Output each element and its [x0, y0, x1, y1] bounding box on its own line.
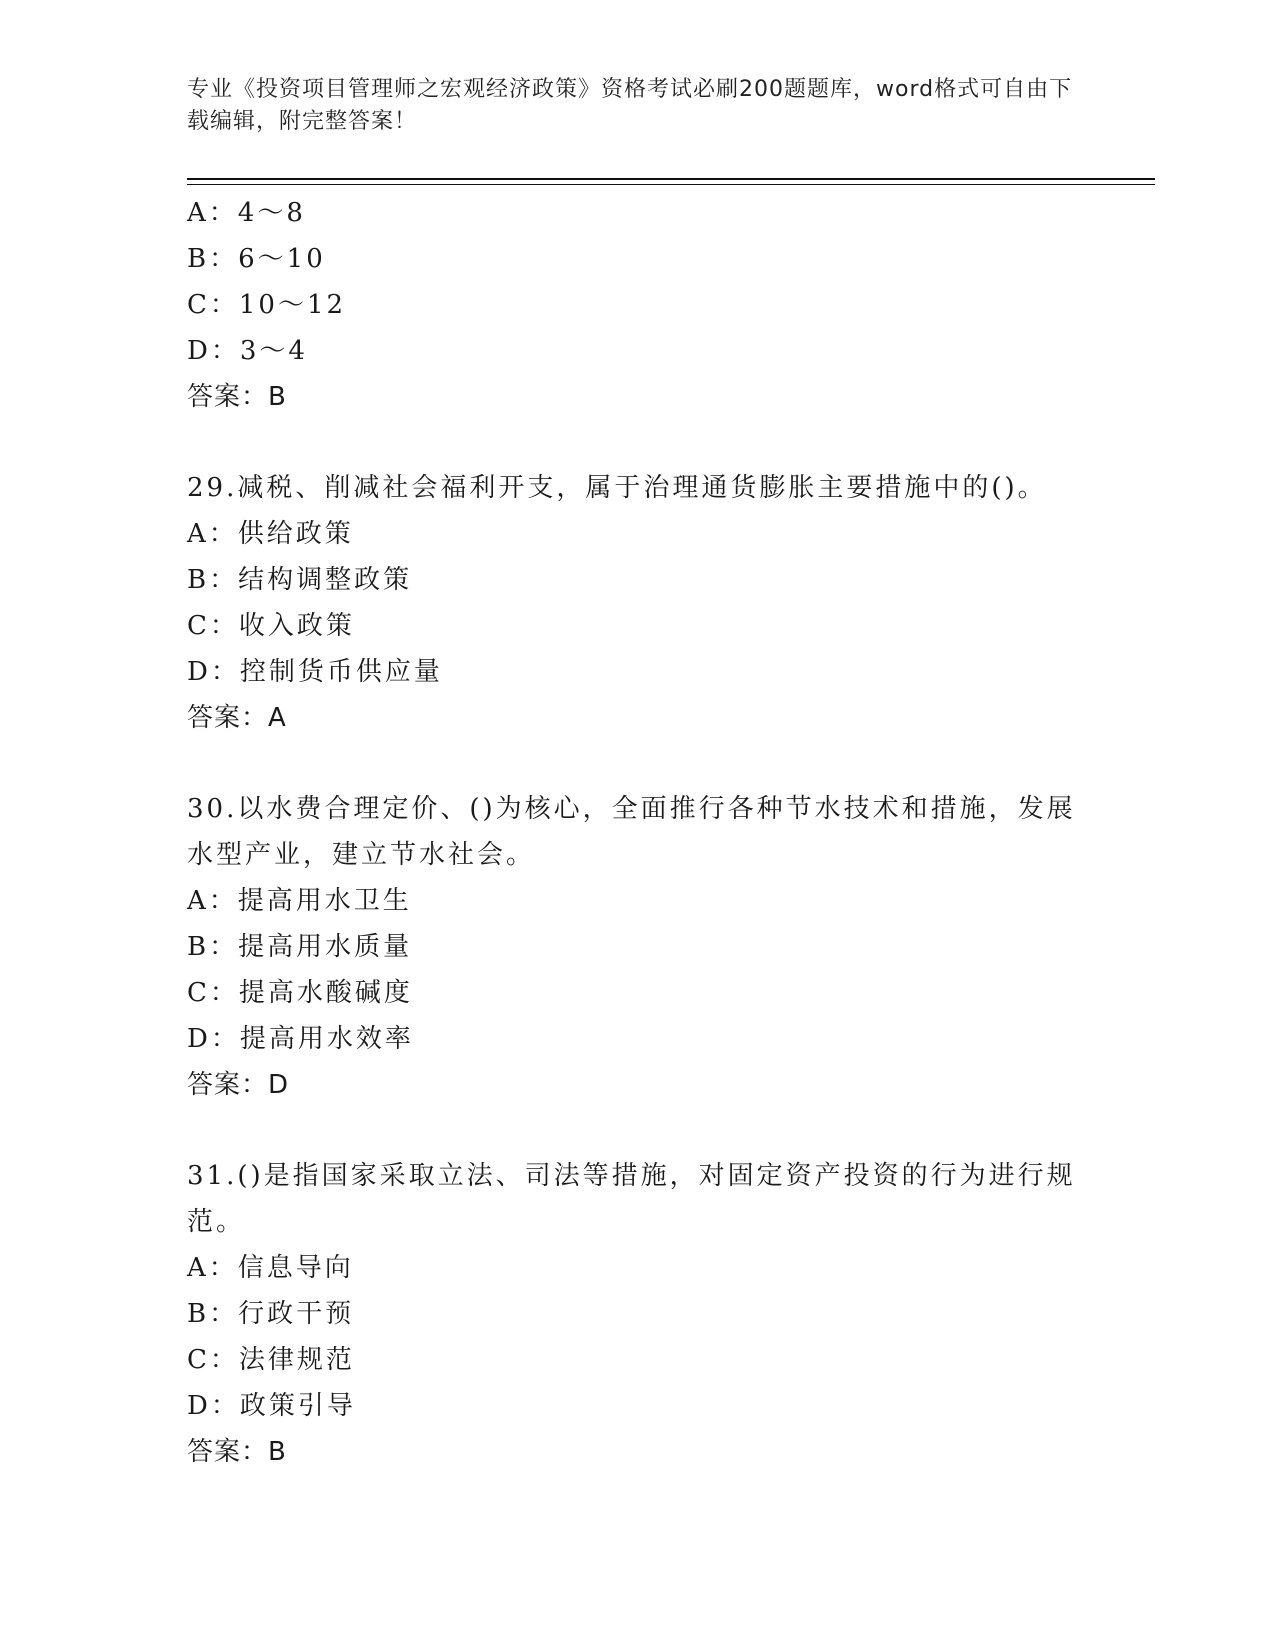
option-a: A：提高用水卫生 — [187, 886, 412, 916]
option-d: D：政策引导 — [187, 1391, 356, 1421]
option-a: A：供给政策 — [187, 519, 354, 549]
option-d: D：提高用水效率 — [187, 1024, 414, 1054]
option-c: C：法律规范 — [187, 1345, 355, 1375]
question-stem: 30.以水费合理定价、()为核心，全面推行各种节水技术和措施，发展水型产业，建立节水社会。 — [187, 794, 1076, 870]
answer: 答案：B — [187, 382, 287, 412]
question-stem: 29.减税、削减社会福利开支，属于治理通货膨胀主要措施中的()。 — [187, 473, 1047, 503]
question-stem: 31.()是指国家采取立法、司法等措施，对固定资产投资的行为进行规范。 — [187, 1161, 1076, 1237]
option-d: D：3～4 — [187, 336, 308, 366]
option-b: B：结构调整政策 — [187, 565, 413, 595]
option-d: D：控制货币供应量 — [187, 657, 443, 687]
question-30 — [187, 786, 1087, 1108]
partial-question — [187, 190, 1087, 420]
option-a: A：信息导向 — [187, 1253, 354, 1283]
option-c: C：10～12 — [187, 290, 347, 320]
question-29 — [187, 465, 1087, 741]
answer: 答案：A — [187, 703, 287, 733]
header-divider-thick — [187, 178, 1155, 180]
answer: 答案：B — [187, 1437, 287, 1467]
header-divider-thin — [187, 184, 1155, 185]
option-b: B：提高用水质量 — [187, 932, 413, 962]
document-header: 专业《投资项目管理师之宏观经济政策》资格考试必刷200题题库，word格式可自由下载编辑，附完整答案！ — [187, 77, 1073, 134]
option-a: A：4～8 — [187, 198, 306, 228]
question-31 — [187, 1153, 1087, 1475]
option-b: B：行政干预 — [187, 1299, 355, 1329]
option-c: C：收入政策 — [187, 611, 355, 641]
option-c: C：提高水酸碱度 — [187, 978, 413, 1008]
answer: 答案：D — [187, 1070, 290, 1100]
option-b: B：6～10 — [187, 244, 326, 274]
question-list — [187, 190, 1087, 1475]
